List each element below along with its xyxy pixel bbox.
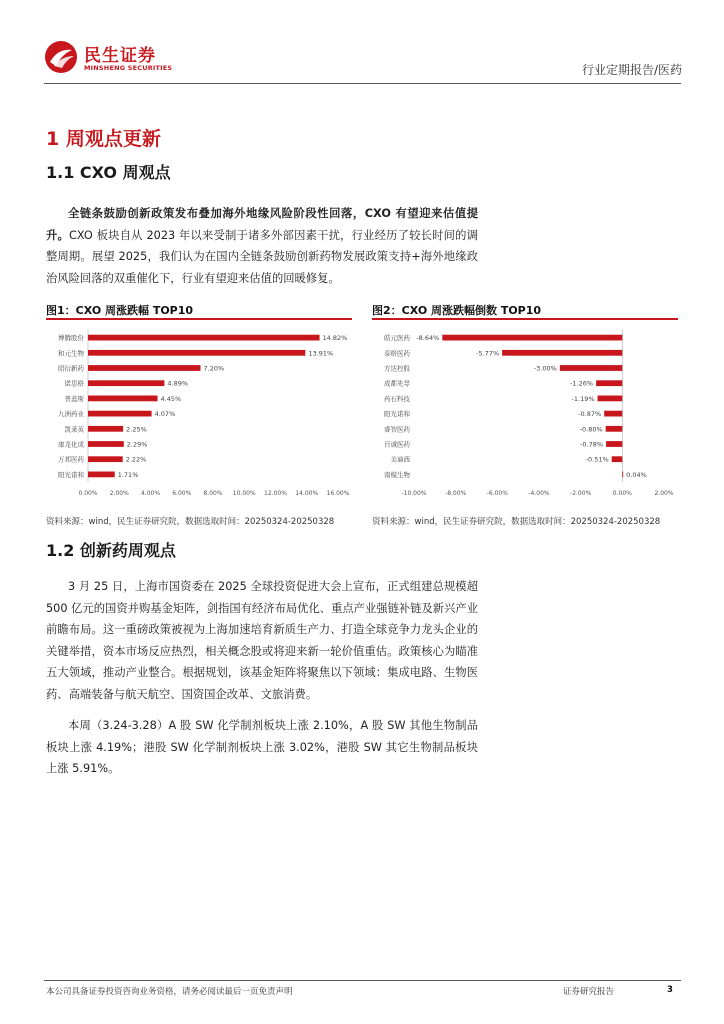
chart1-value-label: 13.91% bbox=[308, 349, 334, 358]
figure-2-source: 资料来源：wind，民生证券研究院，数据选取时间：20250324-20250328 bbox=[372, 517, 661, 527]
chart1-bar bbox=[88, 350, 305, 356]
footer-divider bbox=[44, 980, 681, 981]
chart1-category-label: 康龙化成 bbox=[58, 440, 84, 449]
chart1-bar bbox=[88, 335, 320, 341]
chart1-category-label: 诺思格 bbox=[64, 379, 84, 388]
chart2-value-label: -0.87% bbox=[578, 410, 602, 419]
chart2-bar bbox=[606, 441, 622, 447]
minsheng-logo-icon bbox=[44, 40, 78, 74]
chart1-tick-label: 0.00% bbox=[78, 490, 98, 497]
chart1-value-label: 2.22% bbox=[125, 455, 147, 464]
chart2-category-label: 睿智医药 bbox=[384, 425, 410, 434]
chart2-value-label: -0.51% bbox=[585, 455, 609, 464]
chart2-tick-label: -6.00% bbox=[486, 490, 508, 497]
chart2-category-label: 南模生物 bbox=[384, 470, 410, 479]
chart2-category-label: 方达控股 bbox=[384, 364, 410, 373]
chart1-bar bbox=[88, 456, 123, 462]
figure-2-rule bbox=[372, 318, 678, 320]
chart2-value-label: 0.04% bbox=[626, 470, 647, 479]
chart2-value-label: -3.00% bbox=[533, 364, 557, 373]
chart1-category-label: 博腾股份 bbox=[58, 334, 84, 343]
chart2-bar bbox=[612, 456, 623, 462]
chart2-bar bbox=[606, 426, 623, 432]
chart1-value-label: 14.82% bbox=[322, 334, 348, 343]
chart2-value-label: -1.26% bbox=[570, 379, 594, 388]
footer-disclaimer: 本公司具备证券投资咨询业务资格，请务必阅读最后一页免责声明 bbox=[46, 987, 293, 997]
chart1-value-label: 2.25% bbox=[126, 425, 147, 434]
chart1-bar bbox=[88, 411, 152, 417]
chart1-bar bbox=[88, 365, 201, 371]
chart2-value-label: -8.64% bbox=[416, 334, 440, 343]
section-heading-1: 1 周观点更新 bbox=[46, 128, 161, 150]
chart1-bar bbox=[88, 472, 115, 478]
page-number: 3 bbox=[667, 985, 673, 995]
chart1-value-label: 7.20% bbox=[203, 364, 225, 373]
chart2-tick-label: -10.00% bbox=[401, 490, 427, 497]
chart2-bar bbox=[502, 350, 622, 356]
chart1-category-label: 九洲药业 bbox=[58, 410, 84, 419]
chart2-value-label: -0.78% bbox=[580, 440, 604, 449]
chart1-tick-label: 6.00% bbox=[172, 490, 192, 497]
paragraph-cxo-lead: 全链条鼓励创新政策发布叠加海外地缘风险阶段性回落，CXO 有望迎来估值提升。 bbox=[46, 207, 478, 242]
chart1-bar bbox=[88, 426, 123, 432]
chart1-value-label: 4.45% bbox=[160, 394, 182, 403]
chart2-tick-label: -4.00% bbox=[528, 490, 550, 497]
figure-1-rule bbox=[46, 318, 352, 320]
header-divider bbox=[44, 83, 681, 84]
chart1-value-label: 4.89% bbox=[167, 379, 189, 388]
paragraph-cxo-body: CXO 板块自从 2023 年以来受制于诸多外部因素干扰，行业经历了较长时间的调整周期。展望 2025，我们认为在国内全链条鼓励创新药物发展政策支持+海外地缘政治风险回落的双重催化下，行业有望迎来估值的回暖修复。 bbox=[46, 228, 478, 285]
chart2-category-label: 阳光诺和 bbox=[384, 410, 410, 419]
chart1-bar bbox=[88, 396, 158, 402]
chart1-tick-label: 14.00% bbox=[295, 490, 319, 497]
chart2-bar bbox=[560, 365, 623, 371]
paragraph-cxo bbox=[46, 203, 478, 289]
figure-1-source: 资料来源：wind，民生证券研究院，数据选取时间：20250324-20250328 bbox=[46, 517, 335, 527]
figure-1-title: 图1：CXO 周涨跌幅 TOP10 bbox=[46, 304, 194, 317]
chart2-bar bbox=[442, 335, 622, 341]
chart1-category-label: 凯莱英 bbox=[64, 425, 84, 434]
chart1-tick-label: 4.00% bbox=[140, 490, 161, 497]
paragraph-sector-performance: 本周（3.24-3.28）A 股 SW 化学制剂板块上涨 2.10%，A 股 SW 其他生物制品板块上涨 4.19%；港股 SW 化学制剂板块上涨 3.02%，港股 SW 其它生物制品板块上涨 5.91%。 bbox=[46, 719, 478, 775]
logo-text-en: MINSHENG SECURITIES bbox=[84, 64, 173, 72]
chart2-category-label: 药石科技 bbox=[384, 394, 410, 403]
chart2-value-label: -5.77% bbox=[476, 349, 500, 358]
subsection-heading-cxo: 1.1 CXO 周观点 bbox=[46, 163, 171, 182]
chart1-category-label: 昭衍新药 bbox=[58, 364, 84, 373]
chart2-bar bbox=[604, 411, 622, 417]
chart1-tick-label: 12.00% bbox=[264, 490, 287, 497]
chart2-category-label: 百诚医药 bbox=[384, 440, 410, 449]
chart1-tick-label: 10.00% bbox=[232, 490, 256, 497]
chart1-tick-label: 2.00% bbox=[109, 490, 129, 497]
chart1-category-label: 普蕊斯 bbox=[64, 394, 84, 403]
chart2-bar bbox=[622, 472, 623, 478]
chart2-tick-label: -2.00% bbox=[570, 490, 592, 497]
chart2-category-label: 美迪西 bbox=[390, 455, 410, 464]
chart2-tick-label: -8.00% bbox=[445, 490, 467, 497]
chart1-tick-label: 16.00% bbox=[326, 490, 350, 497]
figure-2-title: 图2：CXO 周涨跌幅倒数 TOP10 bbox=[372, 304, 542, 317]
paragraph-shanghai-fund: 3 月 25 日，上海市国资委在 2025 全球投资促进大会上宣布，正式组建总规模超 500 亿元的国资并购基金矩阵，剑指国有经济布局优化、重点产业强链补链及新兴产业前瞻布局。这一重磅政策被视为上海加速培育新质生产力、打造全球竞争力龙头企业的关键举措，资本市场反应热烈，相关概念股或将迎来新一轮价值重估。政策核心为瞄准五大领域，推动产业整合。根据规划，该基金矩阵将聚焦以下领域：集成电路、生物医药、高端装备与航天航空、国资国企改革、文旅消费。 bbox=[46, 580, 478, 701]
chart1-value-label: 2.29% bbox=[126, 440, 148, 449]
chart1-category-label: 和元生物 bbox=[58, 349, 84, 358]
chart1-bar bbox=[88, 380, 164, 386]
chart2-tick-label: 0.00% bbox=[612, 490, 632, 497]
chart1-tick-label: 8.00% bbox=[203, 490, 223, 497]
subsection-heading-innovative-drugs: 1.2 创新药周观点 bbox=[46, 541, 176, 560]
chart1-category-label: 阳光诺和 bbox=[58, 470, 84, 479]
chart1-value-label: 1.71% bbox=[117, 470, 139, 479]
logo-text-cn: 民生证券 bbox=[84, 46, 156, 66]
chart2-bar bbox=[596, 380, 622, 386]
figure-2-chart bbox=[372, 322, 678, 510]
footer-label: 证券研究报告 bbox=[563, 987, 615, 997]
chart2-category-label: 皓元医药 bbox=[384, 334, 410, 343]
chart2-category-label: 泰格医药 bbox=[384, 349, 410, 358]
chart1-bar bbox=[88, 441, 124, 447]
chart1-value-label: 4.07% bbox=[154, 410, 176, 419]
chart2-value-label: -1.19% bbox=[571, 394, 595, 403]
chart2-value-label: -0.80% bbox=[579, 425, 603, 434]
chart2-category-label: 成都先导 bbox=[384, 379, 410, 388]
report-type: 行业定期报告/医药 bbox=[581, 63, 682, 77]
chart1-category-label: 万邦医药 bbox=[58, 455, 84, 464]
figure-1-chart bbox=[46, 322, 352, 510]
chart2-tick-label: 2.00% bbox=[654, 490, 674, 497]
chart2-bar bbox=[598, 396, 623, 402]
